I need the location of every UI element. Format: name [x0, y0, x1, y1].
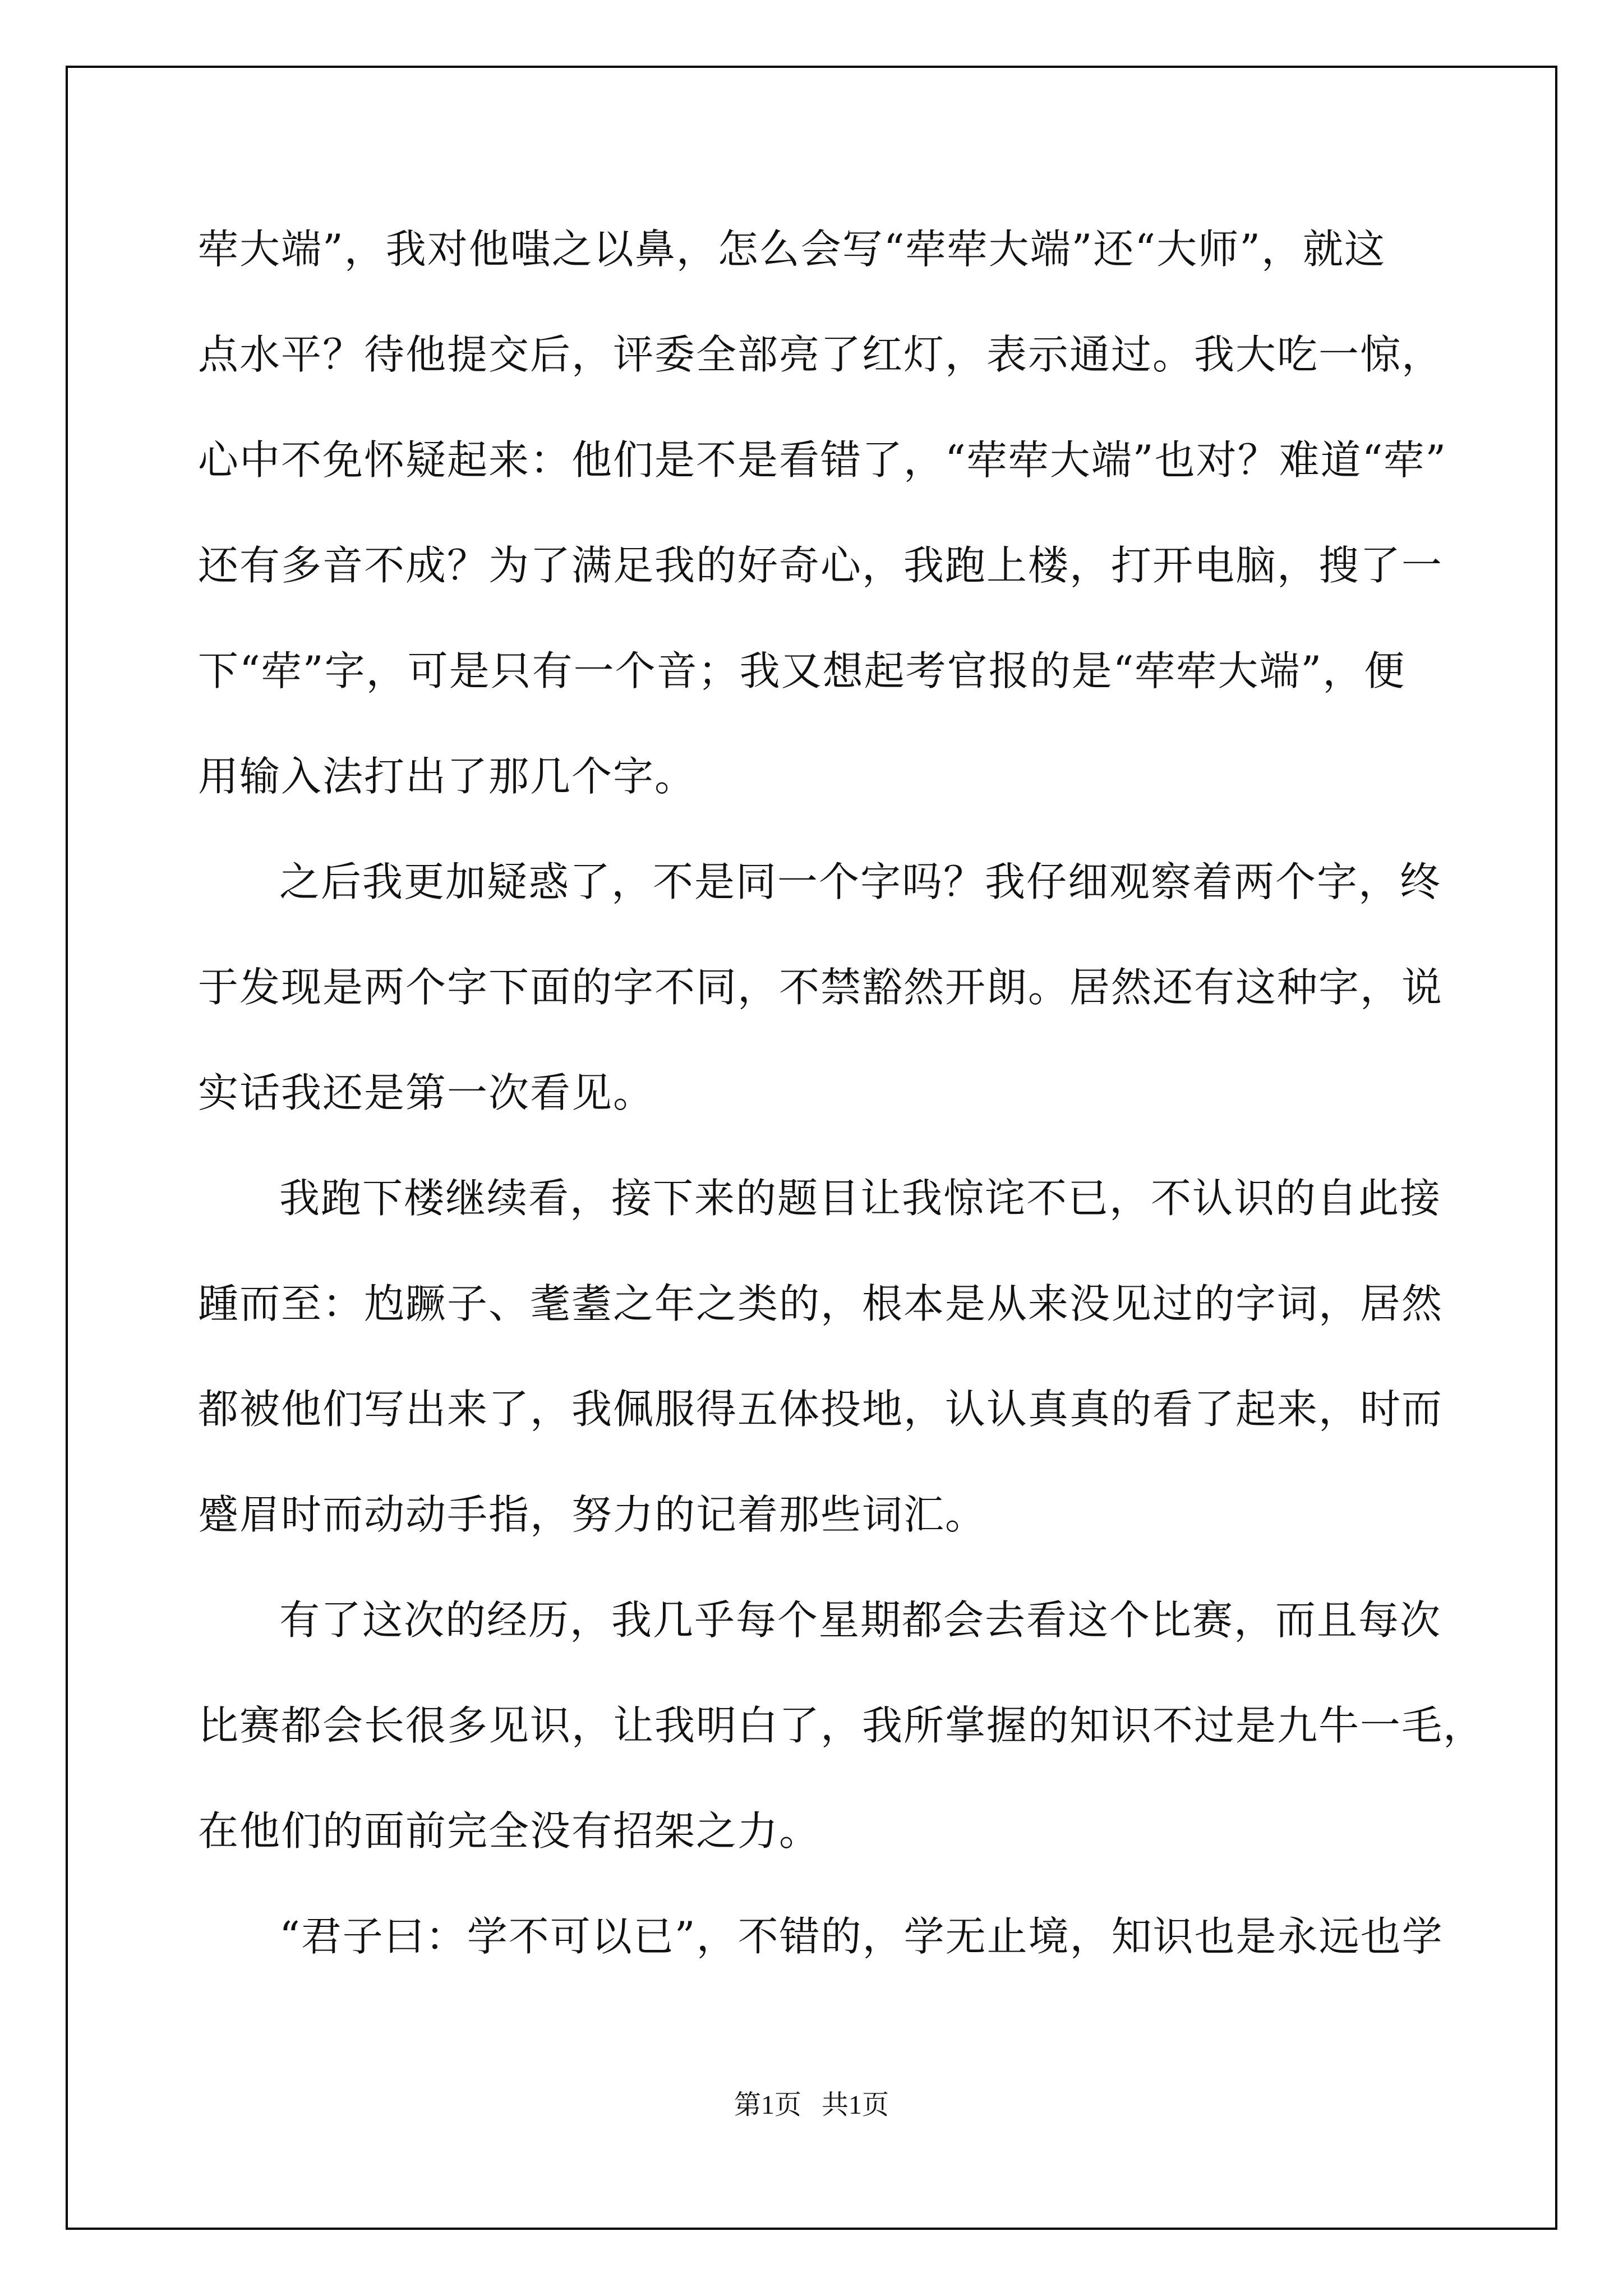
text-line: 点水平？待他提交后，评委全部亮了红灯，表示通过。我大吃一惊，: [198, 331, 1444, 378]
text-line: 下“荦”字，可是只有一个音；我又想起考官报的是“荦荦大端”，便: [198, 647, 1406, 694]
text-line: 还有多音不成？为了满足我的好奇心，我跑上楼，打开电脑，搜了一: [198, 542, 1444, 589]
text-line: 用输入法打出了那几个字。: [198, 753, 697, 800]
text-line: 有了这次的经历，我几乎每个星期都会去看这个比赛，而且每次: [279, 1596, 1442, 1644]
page-footer: [0, 2083, 1623, 2122]
text-line: 心中不免怀疑起来：他们是不是看错了，“荦荦大端”也对？难道“荦”: [198, 436, 1447, 484]
text-line: “君子曰：学不可以已”，不错的，学无止境，知识也是永远也学: [279, 1913, 1444, 1960]
text-line: 之后我更加疑惑了，不是同一个字吗？我仔细观察着两个字，终: [279, 858, 1442, 905]
text-line: 实话我还是第一次看见。: [198, 1069, 655, 1116]
text-line: 在他们的面前完全没有招架之力。: [198, 1807, 821, 1855]
text-line: 蹙眉时而动动手指，努力的记着那些词汇。: [198, 1491, 987, 1538]
text-line: 我跑下楼继续看，接下来的题目让我惊诧不已，不认识的自此接: [279, 1175, 1442, 1222]
page-number: 第1页: [734, 2090, 801, 2120]
text-line: 比赛都会长很多见识，让我明白了，我所掌握的知识不过是九牛一毛，: [198, 1702, 1485, 1749]
text-line: 于发现是两个字下面的字不同，不禁豁然开朗。居然还有这种字，说: [198, 964, 1444, 1011]
text-line: 荦大端”，我对他嗤之以鼻，怎么会写“荦荦大端”还“大师”，就这: [198, 226, 1386, 273]
document-body: [198, 196, 1485, 1989]
text-line: 踵而至：尥蹶子、耄耋之年之类的，根本是从来没见过的字词，居然: [198, 1280, 1444, 1327]
page-total: 共1页: [822, 2090, 889, 2120]
text-line: 都被他们写出来了，我佩服得五体投地，认认真真的看了起来，时而: [198, 1386, 1444, 1433]
